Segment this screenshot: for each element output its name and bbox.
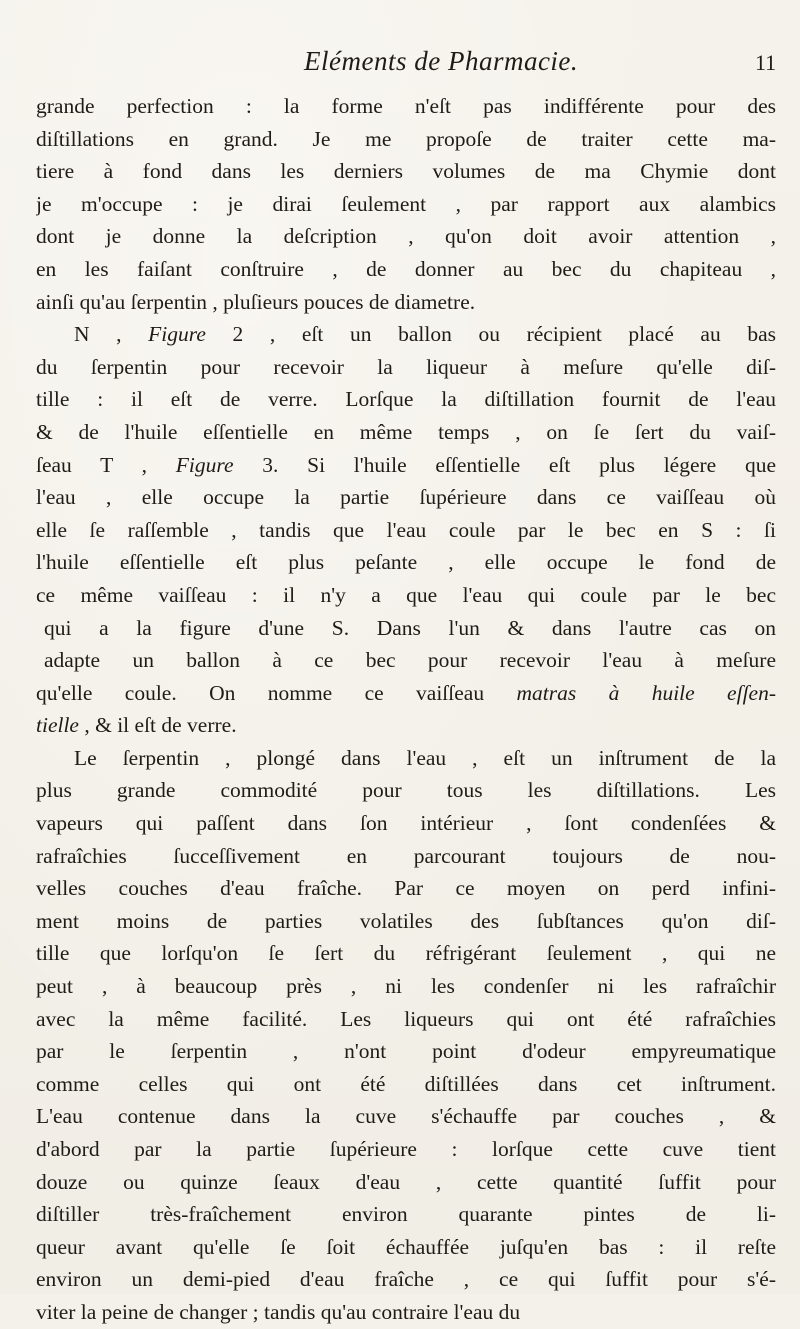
- text-segment: diſtiller très-fraîchement environ quarante pintes de li-: [36, 1202, 776, 1227]
- text-line: [36, 709, 776, 742]
- text-line: [36, 253, 776, 286]
- text-segment: velles couches d'eau fraîche. Par ce moyen on perd infini-: [36, 876, 776, 901]
- text-line: [36, 1198, 776, 1231]
- text-segment: elle ſe raſſemble , tandis que l'eau coule par le bec en S : ſi: [36, 517, 776, 542]
- running-title: Eléments de Pharmacie.: [304, 46, 579, 76]
- text-segment: comme celles qui ont été diſtillées dans cet inſtrument.: [36, 1071, 776, 1096]
- text-line: [36, 481, 776, 514]
- text-segment: ſeau T ,: [36, 452, 176, 477]
- text-line: [36, 905, 776, 938]
- text-segment: avec la même facilité. Les liqueurs qui ont été rafraîchies: [36, 1006, 776, 1031]
- text-segment: du ſerpentin pour recevoir la liqueur à meſure qu'elle diſ-: [36, 354, 776, 379]
- text-line: [36, 742, 776, 775]
- text-line: [36, 546, 776, 579]
- text-line: [36, 612, 776, 645]
- text-segment: 2 , eſt un ballon ou récipient placé au bas: [205, 322, 776, 347]
- text-segment: peut , à beaucoup près , ni les condenſer ni les rafraîchir: [36, 974, 776, 999]
- text-segment: dont je donne la deſcription , qu'on doit avoir attention ,: [36, 224, 776, 249]
- text-line: [36, 840, 776, 873]
- body-text: [36, 90, 776, 1329]
- text-line: [36, 449, 776, 482]
- running-head: [0, 46, 800, 86]
- italic-text: Figure: [148, 322, 206, 347]
- text-line: [36, 1263, 776, 1296]
- text-line: [36, 937, 776, 970]
- text-segment: qu'elle coule. On nomme ce vaiſſeau: [36, 680, 517, 705]
- italic-text: matras à huile eſſen-: [516, 680, 776, 705]
- text-line: [36, 1003, 776, 1036]
- text-line: [36, 872, 776, 905]
- text-segment: tille : il eſt de verre. Lorſque la diſtillation fournit de l'eau: [36, 387, 776, 412]
- text-segment: Le ſerpentin , plongé dans l'eau , eſt un inſtrument de la: [74, 745, 776, 770]
- text-segment: L'eau contenue dans la cuve s'échauffe par couches , &: [36, 1104, 776, 1129]
- text-line: [36, 1035, 776, 1068]
- text-segment: rafraîchies ſucceſſivement en parcourant toujours de nou-: [36, 843, 776, 868]
- text-line: [36, 514, 776, 547]
- text-segment: 3. Si l'huile eſſentielle eſt plus légere que: [233, 452, 776, 477]
- text-line: [36, 155, 776, 188]
- text-segment: adapte un ballon à ce bec pour recevoir l'eau à meſure: [44, 648, 776, 673]
- text-segment: queur avant qu'elle ſe ſoit échauffée juſqu'en bas : il reſte: [36, 1234, 776, 1259]
- text-line: [36, 286, 776, 319]
- text-segment: ainſi qu'au ſerpentin , pluſieurs pouces de diametre.: [36, 289, 476, 314]
- text-segment: l'eau , elle occupe la partie ſupérieure dans ce vaiſſeau où: [36, 485, 776, 510]
- text-segment: tille que lorſqu'on ſe ſert du réfrigérant ſeulement , qui ne: [36, 941, 776, 966]
- text-segment: je m'occupe : je dirai ſeulement , par rapport aux alambics: [36, 191, 776, 216]
- text-segment: l'huile eſſentielle eſt plus peſante , elle occupe le fond de: [36, 550, 776, 575]
- text-line: [36, 1068, 776, 1101]
- text-line: [36, 416, 776, 449]
- text-segment: environ un demi-pied d'eau fraîche , ce qui ſuffit pour s'é-: [36, 1267, 776, 1292]
- text-line: [36, 1231, 776, 1264]
- text-segment: viter la peine de changer ; tandis qu'au contraire l'eau du: [36, 1299, 521, 1324]
- text-line: [36, 579, 776, 612]
- text-segment: par le ſerpentin , n'ont point d'odeur empyreumatique: [36, 1039, 776, 1064]
- text-line: [36, 970, 776, 1003]
- text-segment: d'abord par la partie ſupérieure : lorſque cette cuve tient: [36, 1137, 776, 1161]
- text-line: [36, 1100, 776, 1133]
- italic-text: Figure: [175, 452, 234, 477]
- text-line: [36, 1133, 776, 1166]
- italic-text: tielle: [36, 713, 79, 738]
- text-segment: ce même vaiſſeau : il n'y a que l'eau qui coule par le bec: [36, 582, 776, 607]
- text-line: [36, 677, 776, 710]
- text-segment: tiere à fond dans les derniers volumes de ma Chymie dont: [36, 159, 776, 184]
- text-line: [36, 123, 776, 156]
- text-line: [36, 774, 776, 807]
- text-segment: en les faiſant conſtruire , de donner au bec du chapiteau ,: [36, 256, 776, 281]
- text-segment: douze ou quinze ſeaux d'eau , cette quantité ſuffit pour: [36, 1169, 776, 1194]
- text-line: [36, 1296, 776, 1329]
- text-line: [36, 188, 776, 221]
- text-segment: ment moins de parties volatiles des ſubſtances qu'on diſ-: [36, 908, 776, 933]
- text-line: [36, 318, 776, 351]
- text-line: [36, 90, 776, 123]
- text-segment: vapeurs qui paſſent dans ſon intérieur , ſont condenſées &: [36, 811, 776, 836]
- text-line: [36, 807, 776, 840]
- text-line: [36, 644, 776, 677]
- text-segment: grande perfection : la forme n'eſt pas indifférente pour des: [36, 94, 776, 118]
- text-line: [36, 351, 776, 384]
- text-segment: N ,: [74, 322, 149, 347]
- text-line: [36, 383, 776, 416]
- text-segment: qui a la figure d'une S. Dans l'un & dans l'autre cas on: [44, 615, 776, 640]
- text-line: [36, 220, 776, 253]
- text-segment: , & il eſt de verre.: [78, 713, 237, 738]
- page-number: 11: [755, 50, 777, 75]
- text-line: [36, 1166, 776, 1199]
- text-segment: & de l'huile eſſentielle en même temps , on ſe ſert du vaiſ-: [36, 419, 776, 444]
- text-segment: plus grande commodité pour tous les diſtillations. Les: [36, 778, 776, 803]
- text-segment: diſtillations en grand. Je me propoſe de traiter cette ma-: [36, 126, 776, 151]
